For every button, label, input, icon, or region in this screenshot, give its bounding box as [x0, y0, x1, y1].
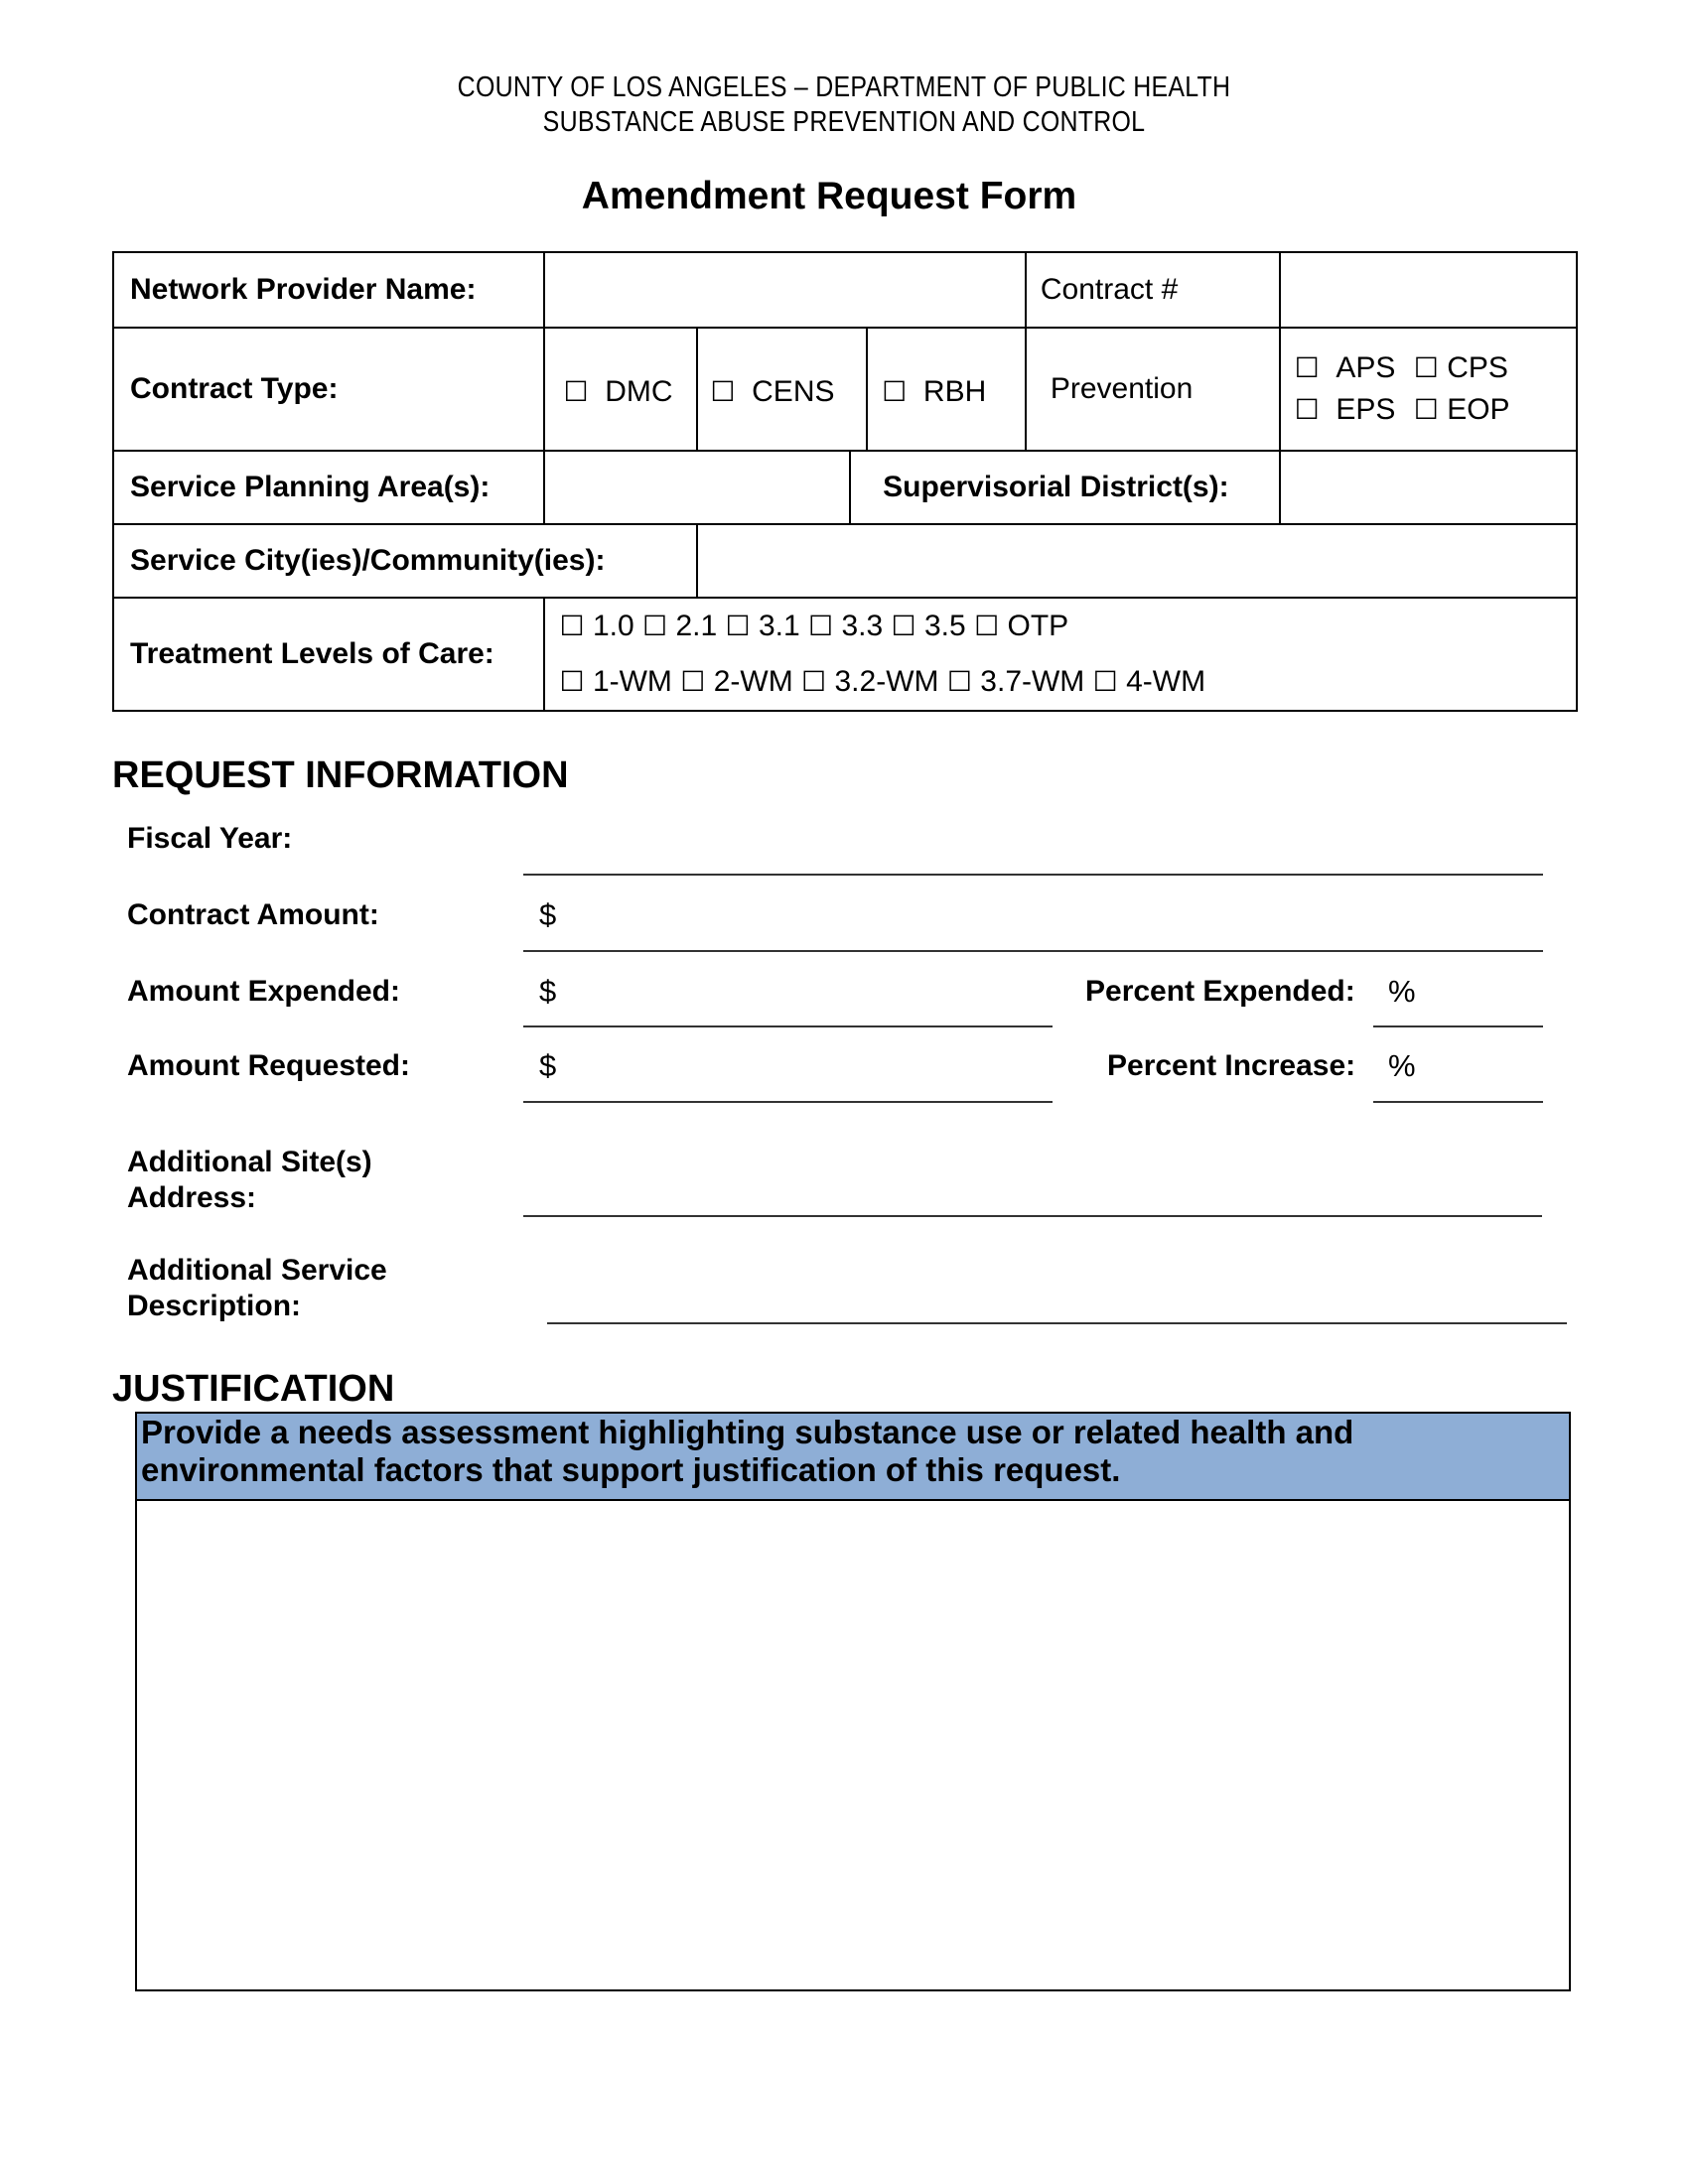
amount-expended-currency: $	[539, 974, 557, 1009]
fiscal-year-field[interactable]	[523, 874, 1543, 876]
additional-service-label	[127, 1253, 387, 1324]
prevention-label: Prevention	[1026, 328, 1280, 451]
prevention-cps-label: CPS	[1447, 351, 1508, 384]
amount-requested-currency: $	[539, 1048, 557, 1083]
percent-increase-field[interactable]	[1373, 1101, 1543, 1103]
contract-type-label: Contract Type:	[113, 328, 544, 451]
checkbox-icon[interactable]: ☐	[974, 611, 1000, 641]
treatment-levels-options	[544, 598, 1577, 711]
agency-header-line1: COUNTY OF LOS ANGELES – DEPARTMENT OF PUBLIC HEALTH	[457, 71, 1231, 103]
prevention-eop-label: EOP	[1447, 393, 1510, 426]
spa-field[interactable]	[544, 451, 850, 524]
contract-amount-currency: $	[539, 897, 557, 932]
additional-site-field[interactable]	[523, 1215, 1542, 1217]
checkbox-icon[interactable]: ☐	[882, 376, 908, 407]
treatment-level-label: 3.7-WM	[980, 665, 1085, 698]
service-city-field[interactable]	[697, 524, 1577, 598]
treatment-level-label: 4-WM	[1126, 665, 1206, 698]
request-info-heading: REQUEST INFORMATION	[112, 754, 569, 796]
contract-type-dmc[interactable]	[544, 328, 697, 451]
prevention-options	[1280, 328, 1577, 451]
treatment-levels-label: Treatment Levels of Care:	[113, 598, 544, 711]
additional-service-label-line2: Description:	[127, 1290, 302, 1322]
contract-type-rbh[interactable]	[867, 328, 1026, 451]
percent-expended-label: Percent Expended:	[1085, 975, 1355, 1008]
additional-service-field[interactable]	[547, 1322, 1567, 1324]
amount-expended-label: Amount Expended:	[127, 975, 400, 1008]
checkbox-icon[interactable]: ☐	[1413, 352, 1439, 383]
percent-increase-label: Percent Increase:	[1107, 1049, 1356, 1082]
checkbox-icon[interactable]: ☐	[891, 611, 916, 641]
treatment-level-label: 2.1	[675, 610, 718, 642]
supervisorial-district-field[interactable]	[1280, 451, 1577, 524]
checkbox-icon[interactable]: ☐	[1413, 394, 1439, 425]
checkbox-icon[interactable]: ☐	[1294, 352, 1320, 383]
network-provider-label: Network Provider Name:	[113, 252, 544, 328]
contract-type-dmc-label: DMC	[605, 375, 673, 408]
additional-site-label-line1: Additional Site(s)	[127, 1146, 372, 1178]
justification-box	[135, 1412, 1571, 1991]
checkbox-icon[interactable]: ☐	[559, 611, 585, 641]
additional-site-label	[127, 1145, 372, 1216]
contract-amount-label: Contract Amount:	[127, 898, 379, 931]
supervisorial-district-label: Supervisorial District(s):	[850, 451, 1279, 524]
treatment-level-label: 2-WM	[713, 665, 793, 698]
checkbox-icon[interactable]: ☐	[710, 376, 736, 407]
treatment-level-label: 3.1	[758, 610, 800, 642]
treatment-level-label: OTP	[1007, 610, 1069, 642]
checkbox-icon[interactable]: ☐	[808, 611, 834, 641]
contract-number-label: Contract #	[1026, 252, 1280, 328]
additional-site-label-line2: Address:	[127, 1181, 257, 1214]
justification-prompt-line2: environmental factors that support justification of this request.	[141, 1451, 1121, 1488]
checkbox-icon[interactable]: ☐	[1092, 666, 1118, 697]
service-city-label: Service City(ies)/Community(ies):	[113, 524, 697, 598]
checkbox-icon[interactable]: ☐	[563, 376, 589, 407]
justification-text-area[interactable]	[137, 1501, 1569, 1987]
checkbox-icon[interactable]: ☐	[642, 611, 668, 641]
prevention-aps-label: APS	[1336, 351, 1396, 384]
justification-prompt-line1: Provide a needs assessment highlighting substance use or related health and	[141, 1414, 1354, 1450]
amount-expended-field[interactable]	[523, 1025, 1053, 1027]
contract-amount-field[interactable]	[523, 950, 1543, 952]
prevention-eps-label: EPS	[1336, 393, 1396, 426]
justification-heading: JUSTIFICATION	[112, 1368, 395, 1410]
amount-requested-field[interactable]	[523, 1101, 1053, 1103]
contract-type-rbh-label: RBH	[922, 375, 987, 408]
checkbox-icon[interactable]: ☐	[946, 666, 972, 697]
percent-expended-symbol: %	[1388, 974, 1416, 1009]
contract-type-cens-label: CENS	[752, 375, 835, 408]
additional-service-label-line1: Additional Service	[127, 1254, 387, 1287]
checkbox-icon[interactable]: ☐	[559, 666, 585, 697]
contract-number-field[interactable]	[1280, 252, 1577, 328]
justification-prompt	[137, 1414, 1569, 1501]
treatment-level-label: 1.0	[592, 610, 634, 642]
checkbox-icon[interactable]: ☐	[725, 611, 751, 641]
treatment-level-label: 3.2-WM	[834, 665, 939, 698]
form-title: Amendment Request Form	[581, 175, 1077, 217]
treatment-level-label: 3.3	[841, 610, 884, 642]
treatment-level-label: 3.5	[924, 610, 966, 642]
spa-label: Service Planning Area(s):	[113, 451, 544, 524]
provider-info-table	[112, 251, 1578, 712]
treatment-levels-row-1	[559, 599, 1576, 654]
contract-type-cens[interactable]	[697, 328, 867, 451]
amount-requested-label: Amount Requested:	[127, 1049, 410, 1082]
percent-increase-symbol: %	[1388, 1048, 1416, 1083]
checkbox-icon[interactable]: ☐	[1294, 394, 1320, 425]
treatment-levels-row-2	[559, 654, 1576, 710]
network-provider-field[interactable]	[544, 252, 1025, 328]
checkbox-icon[interactable]: ☐	[801, 666, 827, 697]
fiscal-year-label: Fiscal Year:	[127, 822, 293, 855]
agency-header-line2: SUBSTANCE ABUSE PREVENTION AND CONTROL	[542, 106, 1146, 138]
checkbox-icon[interactable]: ☐	[680, 666, 706, 697]
treatment-level-label: 1-WM	[592, 665, 672, 698]
percent-expended-field[interactable]	[1373, 1025, 1543, 1027]
